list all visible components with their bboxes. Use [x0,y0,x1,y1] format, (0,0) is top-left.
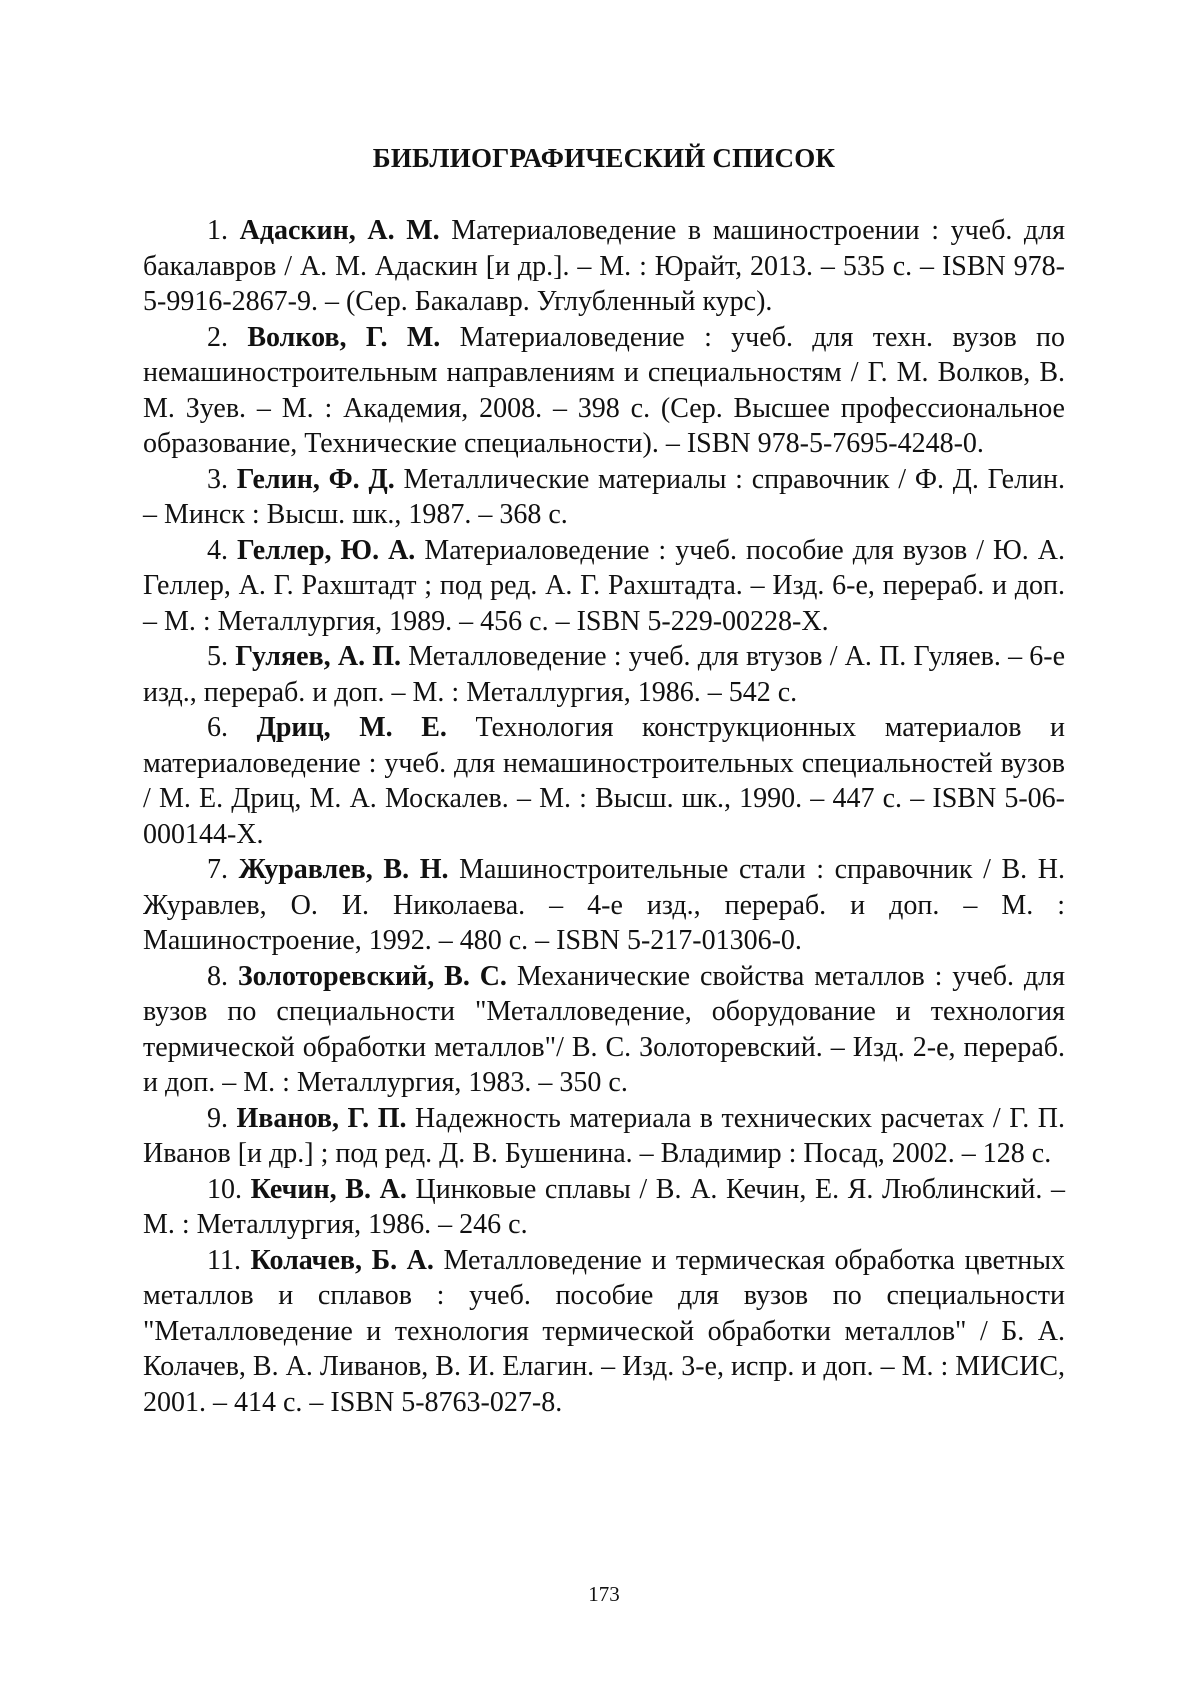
bibliography-entry [143,852,1065,959]
entry-text: Цинковые сплавы / В. А. Кечин, Е. Я. Люблинский. – М. : Металлургия, 1986. – 246 с. [143,1173,1066,1240]
entry-author: Геллер, Ю. А. [237,534,416,566]
entry-author: Дриц, М. Е. [256,712,447,743]
entry-number: 6. [207,712,228,743]
entry-author: Золоторевский, В. С. [237,960,507,992]
bibliography-entry [143,710,1065,852]
bibliography-entry [143,533,1065,640]
bibliography-entry [143,1243,1065,1421]
entry-number: 1. [207,215,228,246]
entry-text: Механические свойства металлов : учеб. для вузов по специальности "Металловедение, оборудование и технология термической обработки металлов"/ В. С. Золоторевский. – Изд. 2-е, перераб. и доп. – М. : Металлургия, 1983. – 350 с. [143,960,1065,1098]
entry-author: Адаскин, А. М. [239,215,440,246]
entry-author: Кечин, В. А. [250,1173,407,1205]
entry-text: Металловедение и термическая обработка цветных металлов и сплавов : учеб. пособие для вузов по специальности "Металловедение и технология термической обработки металлов" / Б. А. Колачев, В. А. Ливанов, В. И. Елагин. – Изд. 3-е, испр. и доп. – М. : МИСИС, 2001. – 414 с. – ISBN 5-8763-027-8. [143,1244,1066,1418]
bibliography-entry [143,462,1065,533]
entry-text: Металловедение : учеб. для втузов / А. П. Гуляев. – 6-е изд., перераб. и доп. – М. : Металлургия, 1986. – 542 с. [143,641,1066,708]
entry-number: 10. [207,1173,242,1205]
entry-author: Журавлев, В. Н. [238,854,449,885]
entry-number: 9. [207,1102,228,1134]
entry-text: Материаловедение : учеб. пособие для вузов / Ю. А. Геллер, А. Г. Рахштадт ; под ред. А. Г. Рахштадта. – Изд. 6-е, перераб. и доп. – М. : Металлургия, 1989. – 456 с. – ISBN 5-229-00228-X. [143,534,1066,637]
entry-number: 7. [207,854,228,885]
entry-number: 2. [207,321,228,353]
entry-author: Иванов, Г. П. [236,1102,407,1134]
entry-text: Надежность материала в технических расчетах / Г. П. Иванов [и др.] ; под ред. Д. В. Бушенина. – Владимир : Посад, 2002. – 128 с. [143,1102,1065,1169]
entry-number: 4. [207,534,228,566]
page-number: 173 [588,1582,620,1606]
entry-number: 5. [207,641,228,672]
entry-number: 8. [207,960,228,992]
bibliography-entry [143,959,1065,1101]
entry-text: Технология конструкционных материалов и материаловедение : учеб. для немашиностроительных специальностей вузов / М. Е. Дриц, М. А. Москалев. – М. : Высш. шк., 1990. – 447 с. – ISBN 5-06-000144-X. [143,712,1066,850]
bibliography-list [143,213,1065,1420]
entry-number: 3. [207,463,228,495]
entry-text: Машиностроительные стали : справочник / В. Н. Журавлев, О. И. Николаева. – 4-е изд., перераб. и доп. – М. : Машиностроение, 1992. – 480 с. – ISBN 5-217-01306-0. [143,854,1066,956]
entry-author: Колачев, Б. А. [250,1244,434,1276]
bibliography-entry [143,213,1065,320]
entry-number: 11. [207,1244,241,1276]
bibliography-entry [143,639,1065,710]
bibliography-entry [143,1172,1065,1243]
document-page [143,0,1065,1697]
bibliography-entry [143,320,1065,462]
entry-text: Материаловедение в машиностроении : учеб. для бакалавров / А. М. Адаскин [и др.]. – М. : Юрайт, 2013. – 535 с. – ISBN 978-5-9916-2867-9. – (Сер. Бакалавр. Углубленный курс). [143,215,1066,317]
entry-text: Металлические материалы : справочник / Ф. Д. Гелин. – Минск : Высш. шк., 1987. – 368 с. [143,463,1066,530]
entry-author: Гуляев, А. П. [235,641,402,672]
bibliography-entry [143,1101,1065,1172]
page-title: БИБЛИОГРАФИЧЕСКИЙ СПИСОК [372,143,836,173]
entry-author: Волков, Г. М. [247,321,441,353]
entry-author: Гелин, Ф. Д. [236,463,395,495]
entry-text: Материаловедение : учеб. для техн. вузов по немашиностроительным направлениям и специальностям / Г. М. Волков, В. М. Зуев. – М. : Академия, 2008. – 398 с. (Сер. Высшее профессиональное образование, Технические специальности). – ISBN 978-5-7695-4248-0. [143,321,1066,459]
